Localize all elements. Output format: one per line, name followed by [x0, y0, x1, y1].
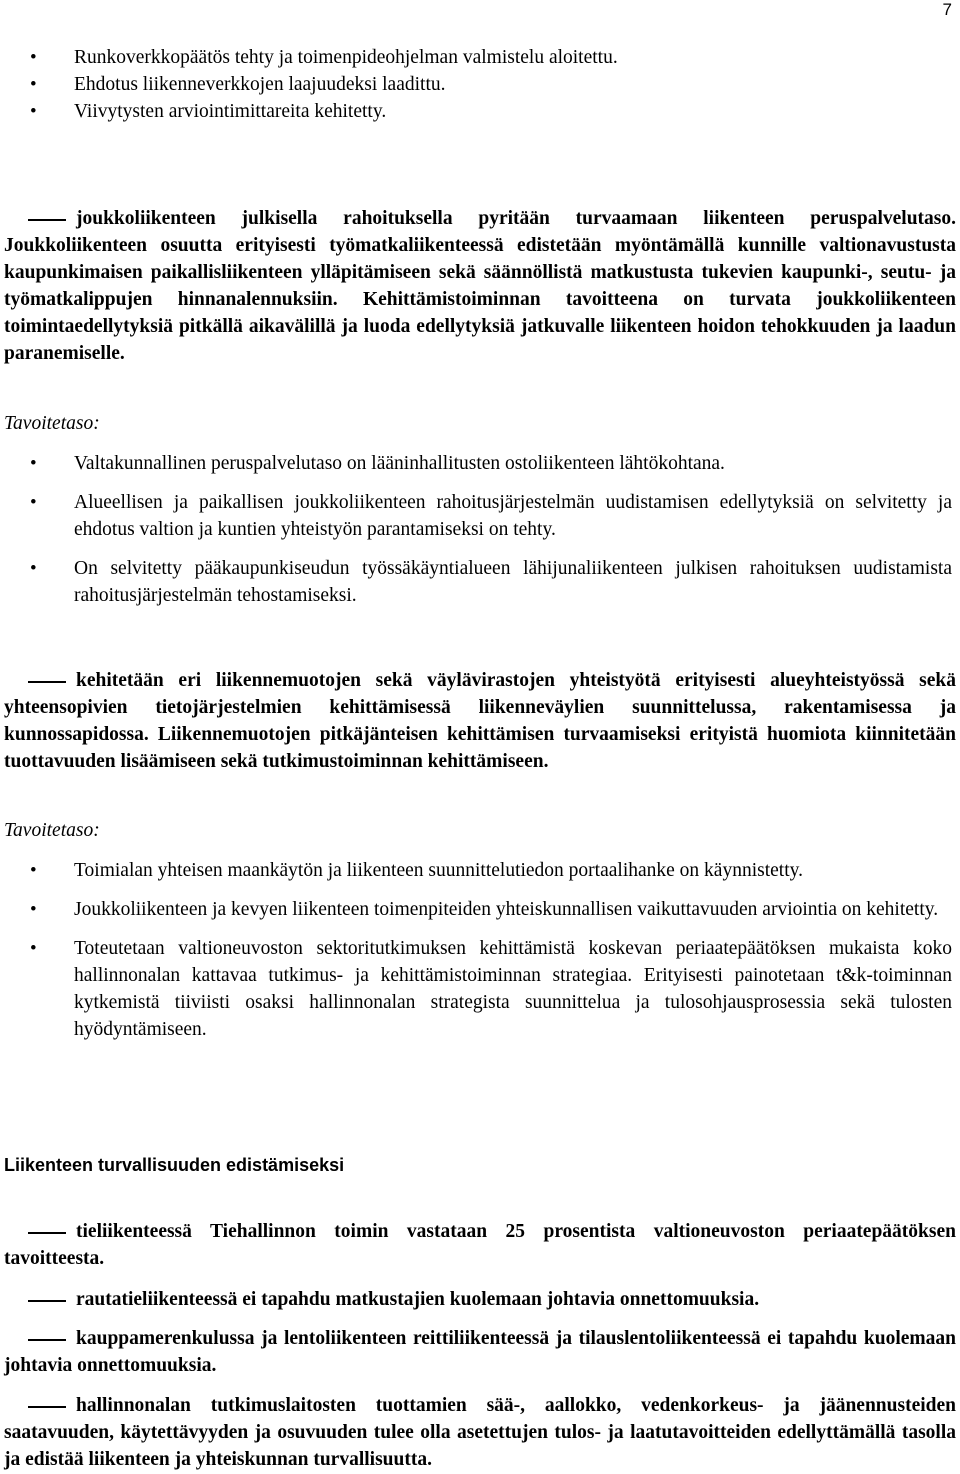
section1-label: Tavoitetaso:	[4, 413, 100, 434]
list-item: • Valtakunnallinen peruspalvelutaso on lääninhallitusten ostoliikenteen lähtökohtana.	[0, 450, 960, 477]
dash-marker	[28, 1406, 66, 1408]
section1-text: joukkoliikenteen julkisella rahoituksella pyritään turvaamaan liikenteen peruspalvelutaso. Joukkoliikenteen osuutta erityisesti työmatkaliikenteessä edistetään myöntämällä kunnille valtionavustusta kaupunkimaisen paikallisliikenteen ylläpitämiseen sekä säännöllistä matkustusta tukevien kaupunki-, seutu- ja työmatkalippujen hinnanalennuksiin. Kehittämistoiminnan tavoitteena on turvata joukkoliikenteen toimintaedellytyksiä pitkällä aikavälillä ja luoda edellytyksiä jatkuvalle liikenteen hoidon tehokkuuden ja laadun paranemiselle.	[4, 208, 956, 364]
safety-item	[4, 1325, 956, 1379]
top-bullet-list	[0, 44, 960, 125]
list-item: • Alueellisen ja paikallisen joukkoliikenteen rahoitusjärjestelmän uudistamisen edellytyksiä on selvitetty ja ehdotus valtion ja kuntien yhteistyön parantamiseksi on tehty.	[0, 489, 960, 543]
safety-item-text: kauppamerenkulussa ja lentoliikenteen reittiliikenteessä ja tilauslentoliikenteessä ei tapahdu kuolemaan johtavia onnettomuuksia.	[4, 1328, 956, 1376]
section2-paragraph	[4, 667, 956, 775]
section2-label: Tavoitetaso:	[4, 820, 100, 841]
safety-item-text: rautatieliikenteessä ei tapahdu matkustajien kuolemaan johtavia onnettomuuksia.	[76, 1289, 760, 1310]
dash-marker	[28, 219, 66, 221]
safety-item	[4, 1218, 956, 1272]
section1-bullet-list	[0, 450, 960, 609]
section2-text: kehitetään eri liikennemuotojen sekä väylävirastojen yhteistyötä erityisesti alueyhteistyössä sekä yhteensopivien tietojärjestelmien kehittämisessä liikenneväylien suunnittelussa, rakentamisessa ja kunnossapidossa. Liikennemuotojen pitkäjänteisen kehittämisen turvaamiseksi erityistä huomiota kiinnitetään tuottavuuden lisäämiseen sekä tutkimustoiminnan kehittämiseen.	[4, 670, 956, 772]
safety-item	[4, 1392, 956, 1473]
list-item: • Runkoverkkopäätös tehty ja toimenpideohjelman valmistelu aloitettu.	[0, 44, 960, 71]
list-item: • Ehdotus liikenneverkkojen laajuudeksi laadittu.	[0, 71, 960, 98]
dash-marker	[28, 1232, 66, 1234]
list-item: • Viivytysten arviointimittareita kehitetty.	[0, 98, 960, 125]
page-number: 7	[942, 0, 952, 19]
section-heading: Liikenteen turvallisuuden edistämiseksi	[4, 1155, 345, 1175]
safety-item	[4, 1286, 956, 1313]
section1-paragraph	[4, 205, 956, 367]
dash-marker	[28, 681, 66, 683]
safety-item-text: hallinnonalan tutkimuslaitosten tuottamien sää-, aallokko, vedenkorkeus- ja jäänennusteiden saatavuuden, käytettävyyden ja osuvuuden tulee olla asetettujen tulos- ja laatutavoitteiden edellyttämällä tasolla ja edistää liikenteen ja yhteiskunnan turvallisuutta.	[4, 1395, 956, 1470]
dash-marker	[28, 1339, 66, 1341]
dash-marker	[28, 1300, 66, 1302]
list-item: • Toimialan yhteisen maankäytön ja liikenteen suunnittelutiedon portaalihanke on käynnistetty.	[0, 857, 960, 884]
list-item: • On selvitetty pääkaupunkiseudun työssäkäyntialueen lähijunaliikenteen julkisen rahoituksen uudistamista rahoitusjärjestelmän tehostamiseksi.	[0, 555, 960, 609]
list-item: • Joukkoliikenteen ja kevyen liikenteen toimenpiteiden yhteiskunnallisen vaikuttavuuden arviointia on kehitetty.	[0, 896, 960, 923]
section2-bullet-list	[0, 857, 960, 1043]
safety-item-text: tieliikenteessä Tiehallinnon toimin vastataan 25 prosentista valtioneuvoston periaatepäätöksen tavoitteesta.	[4, 1221, 956, 1269]
list-item: • Toteutetaan valtioneuvoston sektoritutkimuksen kehittämistä koskevan periaatepäätöksen mukaista koko hallinnonalan kattavaa tutkimus- ja kehittämistoiminnan strategiaa. Erityisesti painotetaan t&k-toiminnan kytkemistä tiiviisti osaksi hallinnonalan strategista suunnittelua ja tulosohjausprosessia sekä tulosten hyödyntämiseen.	[0, 935, 960, 1043]
